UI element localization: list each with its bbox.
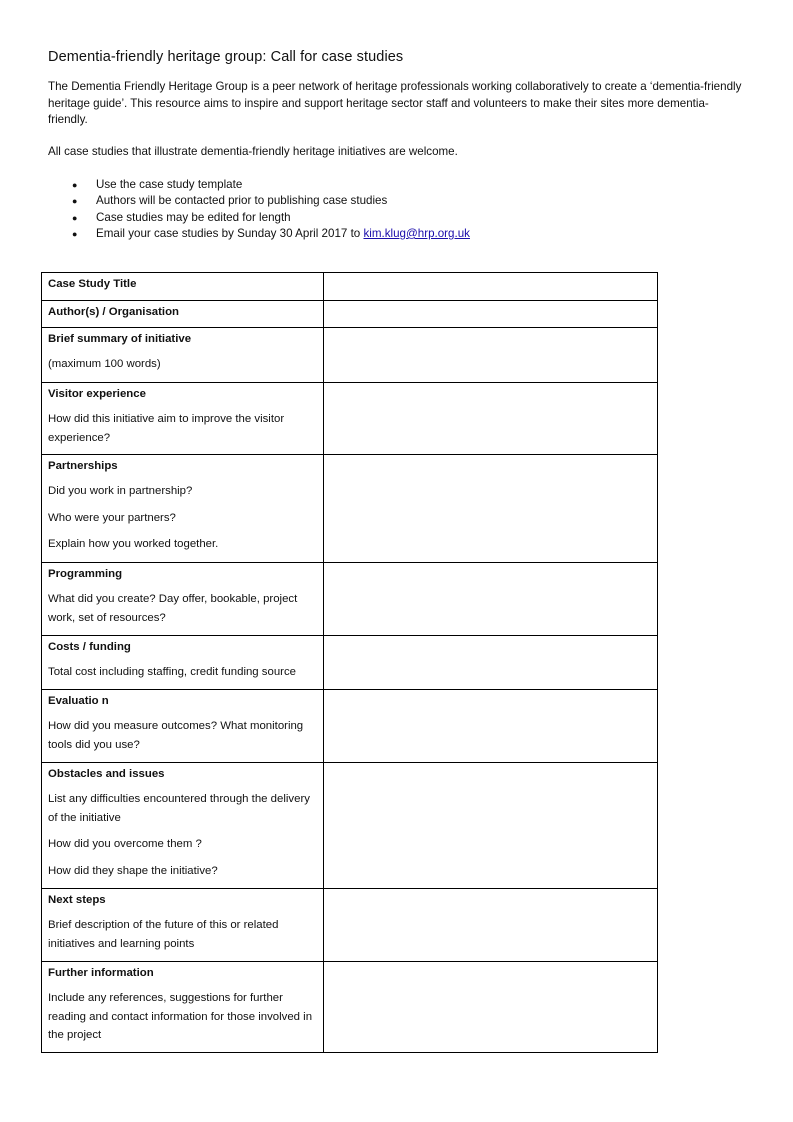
row-label-cell — [42, 383, 324, 455]
table-row — [42, 383, 658, 455]
row-label-cell — [42, 636, 324, 690]
table-row — [42, 328, 658, 383]
row-title: Evaluatio n — [48, 695, 109, 707]
bullet-icon: ● — [72, 212, 78, 223]
row-title: Brief summary of initiative — [48, 333, 192, 345]
row-label-cell — [42, 962, 324, 1053]
welcome-paragraph: All case studies that illustrate dementia-friendly heritage initiatives are welcome. — [48, 145, 458, 158]
row-title: Partnerships — [48, 460, 118, 472]
answer-cell[interactable] — [323, 636, 657, 690]
row-prompt: How did you overcome them ? — [48, 838, 202, 850]
row-label-cell — [42, 328, 324, 383]
answer-cell[interactable] — [323, 962, 657, 1053]
answer-cell[interactable] — [323, 383, 657, 455]
row-label-cell — [42, 273, 324, 301]
row-title: Next steps — [48, 894, 106, 906]
row-prompt: Include any references, suggestions for further reading and contact information for those involved in the project — [48, 992, 313, 1041]
row-label-cell — [42, 889, 324, 962]
row-label-cell — [42, 690, 324, 763]
answer-cell[interactable] — [323, 455, 657, 563]
answer-cell[interactable] — [323, 690, 657, 763]
bullet-icon: ● — [72, 228, 78, 239]
row-prompt: How did this initiative aim to improve the visitor experience? — [48, 413, 285, 444]
list-item-text: Email your case studies by Sunday 30 April 2017 to — [96, 226, 364, 240]
row-prompt: What did you create? Day offer, bookable, project work, set of resources? — [48, 593, 298, 624]
table-row — [42, 563, 658, 636]
row-label-cell — [42, 455, 324, 563]
row-prompt: Explain how you worked together. — [48, 538, 219, 550]
row-prompt: How did they shape the initiative? — [48, 864, 218, 877]
table-row — [42, 889, 658, 962]
list-item — [70, 226, 470, 242]
email-link[interactable]: kim.klug@hrp.org.uk — [363, 226, 470, 240]
list-item — [70, 177, 470, 193]
intro-paragraph: The Dementia Friendly Heritage Group is a peer network of heritage professionals working collaboratively to create a ‘dementia-friendly heritage guide’. This resource aims to inspire and support heritage sector staff and volunteers to make their sites more dementia-friendly. — [48, 80, 742, 126]
answer-cell[interactable] — [323, 328, 657, 383]
row-title: Programming — [48, 568, 123, 580]
answer-cell[interactable] — [323, 563, 657, 636]
instructions-list — [70, 177, 470, 242]
answer-cell[interactable] — [323, 763, 657, 889]
bullet-icon: ● — [72, 196, 78, 207]
row-prompt: Who were your partners? — [48, 511, 176, 524]
page-title: Dementia-friendly heritage group: Call for case studies — [48, 49, 404, 65]
list-item-text: Use the case study template — [96, 178, 243, 191]
table-row — [42, 273, 658, 301]
row-prompt: How did you measure outcomes? What monitoring tools did you use? — [48, 720, 304, 751]
row-title: Further information — [48, 967, 154, 979]
bullet-icon: ● — [72, 180, 78, 190]
list-item-text: Case studies may be edited for length — [96, 210, 291, 224]
row-prompt: Did you work in partnership? — [48, 485, 193, 497]
table-row — [42, 962, 658, 1053]
row-prompt: (maximum 100 words) — [48, 358, 161, 370]
table-row — [42, 636, 658, 690]
case-study-template-table — [41, 272, 658, 1053]
table-row — [42, 690, 658, 763]
list-item — [70, 193, 470, 209]
row-label-cell — [42, 763, 324, 889]
row-title: Obstacles and issues — [48, 768, 165, 780]
row-title: Case Study Title — [48, 278, 137, 290]
row-title: Costs / funding — [48, 641, 131, 653]
answer-cell[interactable] — [323, 273, 657, 301]
table-row — [42, 301, 658, 328]
row-label-cell — [42, 301, 324, 328]
row-prompt: List any difficulties encountered through the delivery of the initiative — [48, 793, 310, 824]
answer-cell[interactable] — [323, 301, 657, 328]
row-prompt: Total cost including staffing, credit funding source — [48, 666, 296, 678]
row-prompt: Brief description of the future of this or related initiatives and learning points — [48, 919, 279, 950]
row-title: Author(s) / Organisation — [48, 306, 179, 318]
list-item — [70, 210, 470, 226]
answer-cell[interactable] — [323, 889, 657, 962]
row-title: Visitor experience — [48, 388, 146, 400]
table-row — [42, 455, 658, 563]
list-item-text: Authors will be contacted prior to publishing case studies — [96, 194, 388, 208]
row-label-cell — [42, 563, 324, 636]
table-row — [42, 763, 658, 889]
